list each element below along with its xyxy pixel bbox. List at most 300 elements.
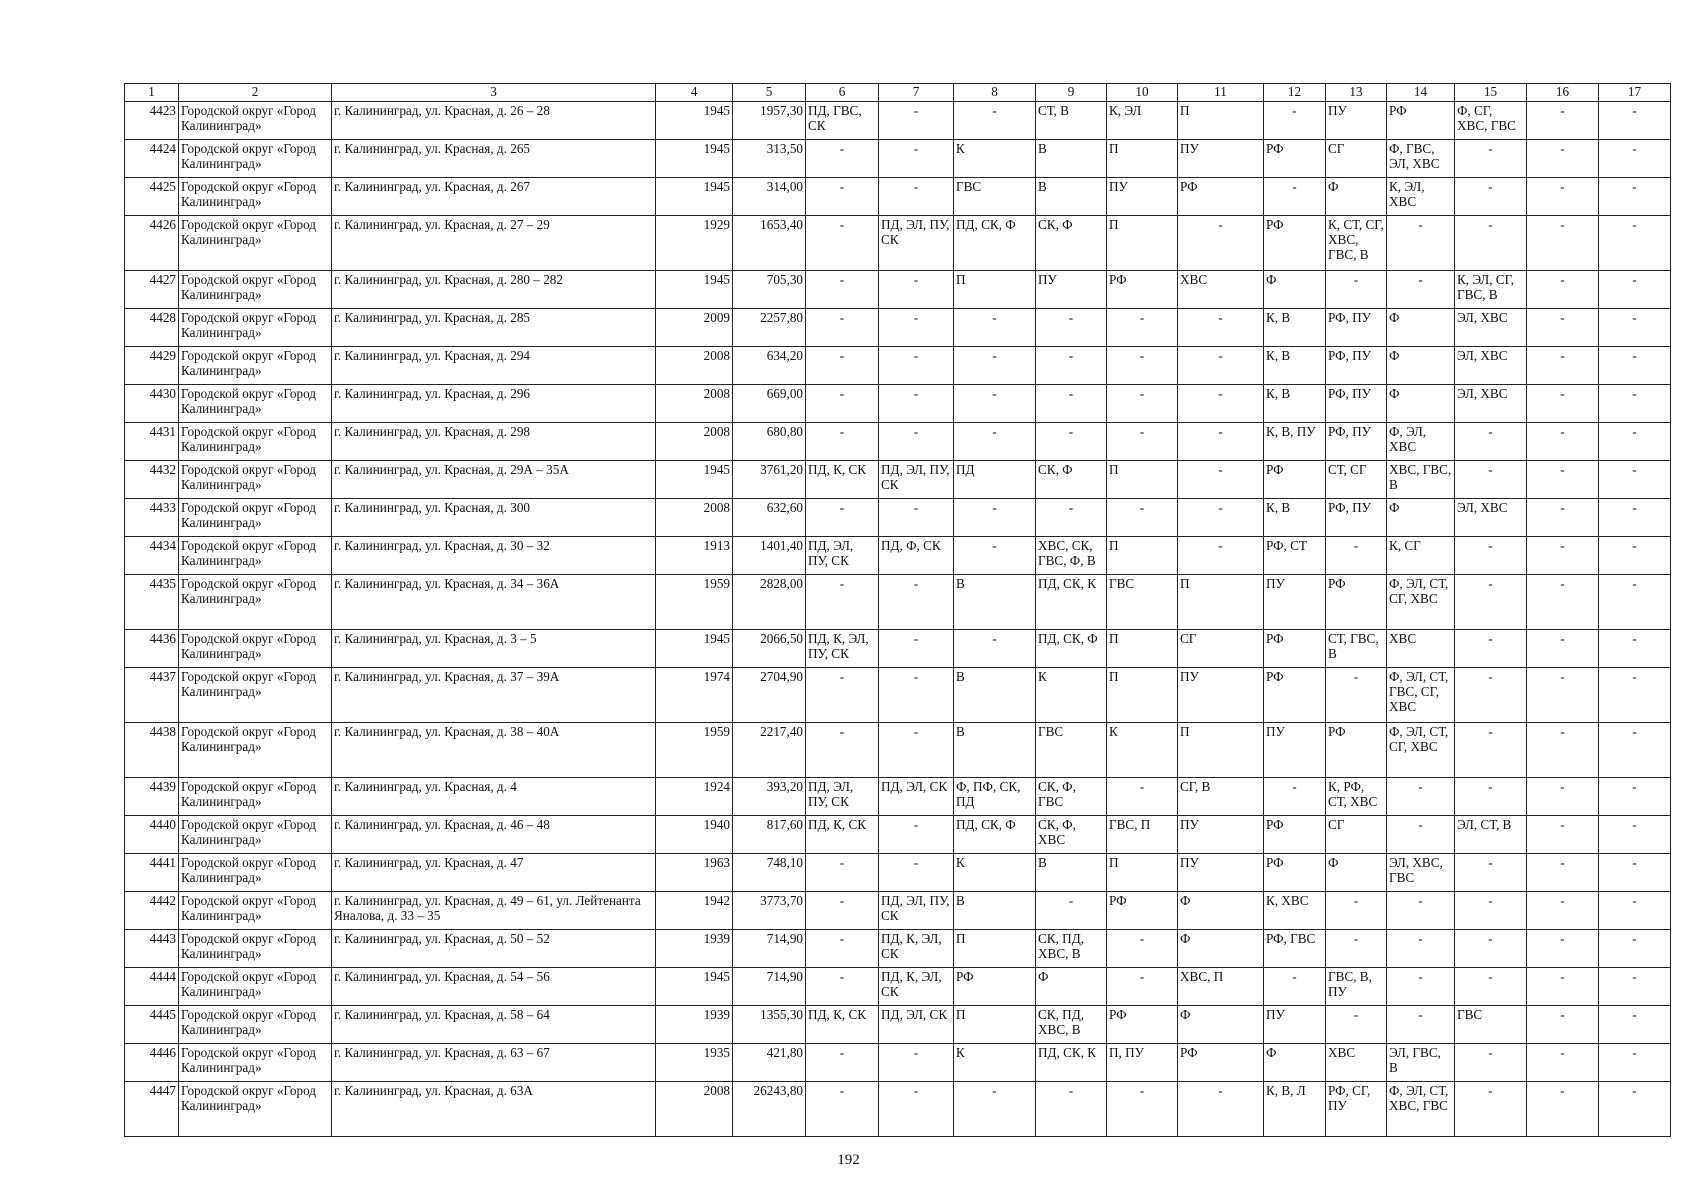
table-cell: -: [1107, 1082, 1178, 1137]
table-cell: -: [1036, 1082, 1107, 1137]
table-cell: -: [1264, 178, 1326, 216]
table-cell: В: [1036, 178, 1107, 216]
table-cell: -: [1178, 461, 1264, 499]
table-cell: К, СТ, СГ, ХВС, ГВС, В: [1326, 216, 1387, 271]
table-cell: -: [1178, 385, 1264, 423]
table-cell: -: [1527, 1006, 1599, 1044]
table-cell: -: [1527, 668, 1599, 723]
table-cell: СК, Ф, ХВС: [1036, 816, 1107, 854]
table-cell: Городской округ «Город Калининград»: [179, 668, 332, 723]
table-cell: Ф: [1387, 309, 1455, 347]
table-cell: П: [1178, 723, 1264, 778]
table-cell: г. Калининград, ул. Красная, д. 3 – 5: [332, 630, 656, 668]
table-cell: 1957,30: [733, 102, 806, 140]
table-cell: К, В: [1264, 309, 1326, 347]
table-cell: РФ, ПУ: [1326, 499, 1387, 537]
table-cell: 1945: [656, 271, 733, 309]
table-cell: Ф, ЭЛ, СТ, ГВС, СГ, ХВС: [1387, 668, 1455, 723]
table-cell: К: [954, 854, 1036, 892]
table-cell: СТ, ГВС, В: [1326, 630, 1387, 668]
table-cell: г. Калининград, ул. Красная, д. 280 – 282: [332, 271, 656, 309]
table-cell: ХВС, П: [1178, 968, 1264, 1006]
table-cell: 1963: [656, 854, 733, 892]
table-cell: П: [1107, 630, 1178, 668]
table-cell: -: [1326, 271, 1387, 309]
table-cell: РФ: [1178, 1044, 1264, 1082]
table-cell: В: [1036, 140, 1107, 178]
table-row: [125, 461, 1671, 499]
table-cell: -: [1527, 854, 1599, 892]
table-cell: -: [1387, 892, 1455, 930]
table-cell: Ф: [1387, 385, 1455, 423]
table-cell: -: [1455, 216, 1527, 271]
table-row: [125, 423, 1671, 461]
table-cell: Городской округ «Город Калининград»: [179, 347, 332, 385]
table-cell: К: [954, 140, 1036, 178]
table-cell: -: [1455, 930, 1527, 968]
table-cell: -: [954, 423, 1036, 461]
table-cell: 4430: [125, 385, 179, 423]
table-cell: -: [879, 816, 954, 854]
table-cell: -: [806, 930, 879, 968]
table-cell: Городской округ «Город Калининград»: [179, 1006, 332, 1044]
table-cell: СГ: [1326, 816, 1387, 854]
table-cell: К, В: [1264, 499, 1326, 537]
table-cell: -: [1455, 1082, 1527, 1137]
table-cell: -: [1178, 1082, 1264, 1137]
table-cell: -: [1599, 816, 1671, 854]
column-header: 16: [1527, 84, 1599, 102]
column-header: 5: [733, 84, 806, 102]
table-cell: ГВС: [1455, 1006, 1527, 1044]
table-cell: -: [1527, 385, 1599, 423]
table-cell: -: [1599, 271, 1671, 309]
table-cell: 1401,40: [733, 537, 806, 575]
table-row: [125, 271, 1671, 309]
table-cell: 680,80: [733, 423, 806, 461]
table-cell: ПД, ЭЛ, ПУ, СК: [879, 216, 954, 271]
table-cell: -: [1107, 309, 1178, 347]
table-cell: -: [1107, 499, 1178, 537]
table-cell: г. Калининград, ул. Красная, д. 54 – 56: [332, 968, 656, 1006]
table-cell: В: [954, 668, 1036, 723]
table-cell: -: [1326, 892, 1387, 930]
table-cell: -: [806, 140, 879, 178]
table-cell: -: [879, 575, 954, 630]
table-cell: 4436: [125, 630, 179, 668]
table-cell: -: [806, 892, 879, 930]
table-row: [125, 723, 1671, 778]
table-cell: г. Калининград, ул. Красная, д. 63А: [332, 1082, 656, 1137]
table-cell: -: [1599, 385, 1671, 423]
table-cell: -: [1527, 102, 1599, 140]
table-cell: г. Калининград, ул. Красная, д. 34 – 36А: [332, 575, 656, 630]
table-cell: В: [954, 723, 1036, 778]
table-cell: -: [1527, 347, 1599, 385]
table-cell: 3761,20: [733, 461, 806, 499]
table-cell: ПД, К, СК: [806, 461, 879, 499]
table-cell: ЭЛ, ХВС: [1455, 347, 1527, 385]
column-header: 1: [125, 84, 179, 102]
table-cell: -: [1387, 216, 1455, 271]
table-cell: ЭЛ, ХВС: [1455, 385, 1527, 423]
table-cell: ПД, ЭЛ, ПУ, СК: [806, 778, 879, 816]
table-row: [125, 499, 1671, 537]
table-cell: К, ХВС: [1264, 892, 1326, 930]
table-cell: 1959: [656, 723, 733, 778]
table-cell: г. Калининград, ул. Красная, д. 4: [332, 778, 656, 816]
table-cell: 1945: [656, 630, 733, 668]
table-cell: ПД, СК, Ф: [1036, 630, 1107, 668]
table-cell: -: [1527, 309, 1599, 347]
table-cell: -: [1527, 1082, 1599, 1137]
table-cell: 2008: [656, 385, 733, 423]
table-cell: -: [806, 423, 879, 461]
column-header: 3: [332, 84, 656, 102]
table-cell: П: [1178, 102, 1264, 140]
table-cell: -: [1455, 537, 1527, 575]
table-cell: 421,80: [733, 1044, 806, 1082]
table-cell: -: [1455, 423, 1527, 461]
table-row: [125, 178, 1671, 216]
table-cell: РФ: [1107, 1006, 1178, 1044]
table-cell: 2008: [656, 499, 733, 537]
table-cell: -: [1264, 968, 1326, 1006]
table-cell: ПД, К, ЭЛ, ПУ, СК: [806, 630, 879, 668]
register-table: [124, 83, 1671, 1137]
table-cell: П: [954, 271, 1036, 309]
table-cell: -: [1387, 1006, 1455, 1044]
table-cell: -: [879, 347, 954, 385]
table-cell: СГ: [1326, 140, 1387, 178]
table-cell: -: [879, 271, 954, 309]
table-cell: 4444: [125, 968, 179, 1006]
table-cell: -: [1599, 1006, 1671, 1044]
table-cell: К, В, ПУ: [1264, 423, 1326, 461]
table-cell: В: [1036, 854, 1107, 892]
table-cell: 2257,80: [733, 309, 806, 347]
table-cell: К, ЭЛ, ХВС: [1387, 178, 1455, 216]
table-cell: -: [1107, 968, 1178, 1006]
table-cell: РФ: [1264, 461, 1326, 499]
table-cell: ПУ: [1178, 140, 1264, 178]
table-cell: Городской округ «Город Калининград»: [179, 778, 332, 816]
table-row: [125, 1006, 1671, 1044]
table-cell: 4426: [125, 216, 179, 271]
table-cell: РФ: [1264, 140, 1326, 178]
table-cell: 2828,00: [733, 575, 806, 630]
table-cell: 1935: [656, 1044, 733, 1082]
table-cell: -: [879, 854, 954, 892]
table-cell: ЭЛ, ХВС: [1455, 309, 1527, 347]
table-cell: ПД, ЭЛ, СК: [879, 1006, 954, 1044]
table-cell: -: [1599, 499, 1671, 537]
table-cell: 393,20: [733, 778, 806, 816]
table-cell: 2009: [656, 309, 733, 347]
table-cell: -: [1527, 537, 1599, 575]
table-cell: ПД, СК, К: [1036, 575, 1107, 630]
table-cell: -: [1455, 778, 1527, 816]
table-cell: ПД, К, ЭЛ, СК: [879, 930, 954, 968]
table-cell: -: [1599, 140, 1671, 178]
table-cell: СК, Ф: [1036, 216, 1107, 271]
table-cell: Городской округ «Город Калининград»: [179, 575, 332, 630]
table-cell: -: [1527, 575, 1599, 630]
table-cell: -: [1599, 630, 1671, 668]
table-cell: ГВС: [954, 178, 1036, 216]
table-cell: -: [1387, 968, 1455, 1006]
table-cell: Городской округ «Город Калининград»: [179, 216, 332, 271]
table-cell: ЭЛ, СТ, В: [1455, 816, 1527, 854]
table-cell: ХВС: [1387, 630, 1455, 668]
table-cell: -: [1326, 668, 1387, 723]
table-cell: ПД, ЭЛ, ПУ, СК: [806, 537, 879, 575]
table-cell: г. Калининград, ул. Красная, д. 58 – 64: [332, 1006, 656, 1044]
table-row: [125, 778, 1671, 816]
table-cell: ПД, К, СК: [806, 816, 879, 854]
table-cell: РФ: [1264, 816, 1326, 854]
table-cell: -: [1599, 930, 1671, 968]
table-cell: -: [879, 630, 954, 668]
table-cell: 1924: [656, 778, 733, 816]
table-cell: СК, Ф: [1036, 461, 1107, 499]
table-cell: 4439: [125, 778, 179, 816]
table-cell: К: [1036, 668, 1107, 723]
table-cell: -: [879, 423, 954, 461]
table-cell: 817,60: [733, 816, 806, 854]
column-header: 17: [1599, 84, 1671, 102]
table-cell: 669,00: [733, 385, 806, 423]
table-cell: РФ, ПУ: [1326, 385, 1387, 423]
table-cell: РФ, ПУ: [1326, 309, 1387, 347]
table-cell: -: [1326, 1006, 1387, 1044]
table-cell: -: [1455, 968, 1527, 1006]
table-cell: СГ: [1178, 630, 1264, 668]
table-cell: -: [1527, 630, 1599, 668]
table-row: [125, 930, 1671, 968]
table-cell: -: [879, 1082, 954, 1137]
table-cell: г. Калининград, ул. Красная, д. 26 – 28: [332, 102, 656, 140]
table-cell: -: [1178, 216, 1264, 271]
table-cell: -: [1527, 423, 1599, 461]
table-cell: 4446: [125, 1044, 179, 1082]
table-cell: Городской округ «Город Калининград»: [179, 1082, 332, 1137]
table-row: [125, 968, 1671, 1006]
table-cell: 1940: [656, 816, 733, 854]
table-cell: -: [1387, 271, 1455, 309]
table-row: [125, 1082, 1671, 1137]
table-cell: Городской округ «Город Калининград»: [179, 178, 332, 216]
table-cell: РФ: [1326, 723, 1387, 778]
table-cell: -: [806, 347, 879, 385]
table-cell: -: [954, 630, 1036, 668]
table-cell: -: [1387, 816, 1455, 854]
table-cell: 4428: [125, 309, 179, 347]
table-cell: -: [1455, 854, 1527, 892]
table-cell: -: [1599, 968, 1671, 1006]
table-cell: К, В: [1264, 385, 1326, 423]
table-cell: К: [1107, 723, 1178, 778]
table-cell: -: [1036, 499, 1107, 537]
table-cell: К, В: [1264, 347, 1326, 385]
table-cell: -: [1107, 385, 1178, 423]
table-cell: 4438: [125, 723, 179, 778]
table-cell: г. Калининград, ул. Красная, д. 300: [332, 499, 656, 537]
table-cell: 4424: [125, 140, 179, 178]
table-cell: -: [1036, 347, 1107, 385]
table-cell: -: [1527, 140, 1599, 178]
table-cell: -: [1599, 854, 1671, 892]
table-cell: П: [954, 930, 1036, 968]
table-cell: ЭЛ, ХВС, ГВС: [1387, 854, 1455, 892]
table-cell: В: [954, 575, 1036, 630]
table-cell: Городской округ «Город Калининград»: [179, 140, 332, 178]
table-row: [125, 1044, 1671, 1082]
table-cell: ПУ: [1178, 668, 1264, 723]
table-cell: 632,60: [733, 499, 806, 537]
table-cell: -: [1599, 347, 1671, 385]
table-cell: П: [1107, 461, 1178, 499]
table-cell: К, ЭЛ, СГ, ГВС, В: [1455, 271, 1527, 309]
table-cell: г. Калининград, ул. Красная, д. 63 – 67: [332, 1044, 656, 1082]
table-cell: Ф: [1178, 930, 1264, 968]
table-cell: ПУ: [1036, 271, 1107, 309]
table-cell: 4447: [125, 1082, 179, 1137]
table-cell: -: [806, 216, 879, 271]
table-cell: Ф, ГВС, ЭЛ, ХВС: [1387, 140, 1455, 178]
table-cell: г. Калининград, ул. Красная, д. 38 – 40А: [332, 723, 656, 778]
table-cell: -: [806, 1082, 879, 1137]
table-cell: -: [879, 178, 954, 216]
column-header: 14: [1387, 84, 1455, 102]
table-cell: -: [1599, 178, 1671, 216]
table-cell: -: [1036, 309, 1107, 347]
table-cell: -: [1527, 216, 1599, 271]
table-cell: ГВС, П: [1107, 816, 1178, 854]
table-cell: -: [1455, 1044, 1527, 1082]
table-cell: г. Калининград, ул. Красная, д. 49 – 61, ул. Лейтенанта Яналова, д. 33 – 35: [332, 892, 656, 930]
table-cell: -: [1599, 1044, 1671, 1082]
table-cell: СК, ПД, ХВС, В: [1036, 930, 1107, 968]
table-cell: 314,00: [733, 178, 806, 216]
table-cell: РФ, ГВС: [1264, 930, 1326, 968]
table-cell: К, В, Л: [1264, 1082, 1326, 1137]
table-cell: -: [1599, 778, 1671, 816]
table-cell: П: [1178, 575, 1264, 630]
table-row: [125, 385, 1671, 423]
table-cell: г. Калининград, ул. Красная, д. 298: [332, 423, 656, 461]
table-cell: СК, ПД, ХВС, В: [1036, 1006, 1107, 1044]
table-cell: РФ: [1326, 575, 1387, 630]
column-header: 8: [954, 84, 1036, 102]
table-cell: Городской округ «Город Калининград»: [179, 499, 332, 537]
table-cell: -: [1599, 892, 1671, 930]
table-cell: -: [954, 347, 1036, 385]
table-cell: -: [1527, 178, 1599, 216]
table-cell: 4429: [125, 347, 179, 385]
table-row: [125, 668, 1671, 723]
table-cell: Городской округ «Город Калининград»: [179, 423, 332, 461]
table-cell: -: [1599, 723, 1671, 778]
table-cell: -: [1455, 723, 1527, 778]
table-cell: -: [1036, 892, 1107, 930]
table-cell: 634,20: [733, 347, 806, 385]
table-cell: 4432: [125, 461, 179, 499]
table-cell: 714,90: [733, 968, 806, 1006]
table-cell: ПД, ЭЛ, ПУ, СК: [879, 892, 954, 930]
table-cell: 1945: [656, 140, 733, 178]
table-cell: 1913: [656, 537, 733, 575]
table-cell: -: [1455, 178, 1527, 216]
table-cell: ГВС: [1036, 723, 1107, 778]
table-row: [125, 537, 1671, 575]
table-cell: г. Калининград, ул. Красная, д. 265: [332, 140, 656, 178]
table-cell: -: [879, 1044, 954, 1082]
table-cell: -: [806, 1044, 879, 1082]
table-cell: 1945: [656, 968, 733, 1006]
page-number: 192: [837, 1152, 860, 1168]
table-cell: -: [806, 968, 879, 1006]
table-cell: Ф: [1387, 499, 1455, 537]
table-cell: 4425: [125, 178, 179, 216]
table-cell: -: [879, 140, 954, 178]
table-cell: ЭЛ, ХВС: [1455, 499, 1527, 537]
column-header: 10: [1107, 84, 1178, 102]
table-cell: -: [1527, 816, 1599, 854]
table-cell: -: [1178, 499, 1264, 537]
table-cell: РФ, ПУ: [1326, 347, 1387, 385]
table-cell: -: [1527, 1044, 1599, 1082]
table-row: [125, 630, 1671, 668]
table-cell: ПУ: [1264, 723, 1326, 778]
table-cell: -: [1599, 537, 1671, 575]
table-cell: -: [954, 309, 1036, 347]
table-cell: -: [1455, 668, 1527, 723]
table-cell: 714,90: [733, 930, 806, 968]
table-cell: -: [1599, 102, 1671, 140]
table-cell: -: [1527, 930, 1599, 968]
table-cell: Ф, ЭЛ, СТ, СГ, ХВС: [1387, 575, 1455, 630]
table-cell: К, СГ: [1387, 537, 1455, 575]
table-cell: П: [1107, 537, 1178, 575]
table-cell: ПД, СК, Ф: [954, 816, 1036, 854]
table-cell: РФ: [1264, 216, 1326, 271]
table-cell: 4440: [125, 816, 179, 854]
table-cell: ПУ: [1178, 854, 1264, 892]
table-cell: -: [1036, 423, 1107, 461]
table-cell: ХВС: [1178, 271, 1264, 309]
table-cell: ХВС, ГВС, В: [1387, 461, 1455, 499]
table-cell: -: [806, 385, 879, 423]
column-header: 6: [806, 84, 879, 102]
table-row: [125, 575, 1671, 630]
table-cell: 4427: [125, 271, 179, 309]
table-cell: 2008: [656, 1082, 733, 1137]
table-cell: -: [806, 854, 879, 892]
table-cell: -: [806, 309, 879, 347]
table-cell: Городской округ «Город Калининград»: [179, 271, 332, 309]
table-cell: -: [1178, 309, 1264, 347]
table-cell: -: [954, 1082, 1036, 1137]
table-cell: 1355,30: [733, 1006, 806, 1044]
table-cell: 1939: [656, 930, 733, 968]
table-cell: г. Калининград, ул. Красная, д. 37 – 39А: [332, 668, 656, 723]
table-cell: -: [1599, 461, 1671, 499]
table-cell: 4442: [125, 892, 179, 930]
table-cell: -: [1107, 930, 1178, 968]
table-cell: 2704,90: [733, 668, 806, 723]
table-cell: РФ: [1107, 271, 1178, 309]
